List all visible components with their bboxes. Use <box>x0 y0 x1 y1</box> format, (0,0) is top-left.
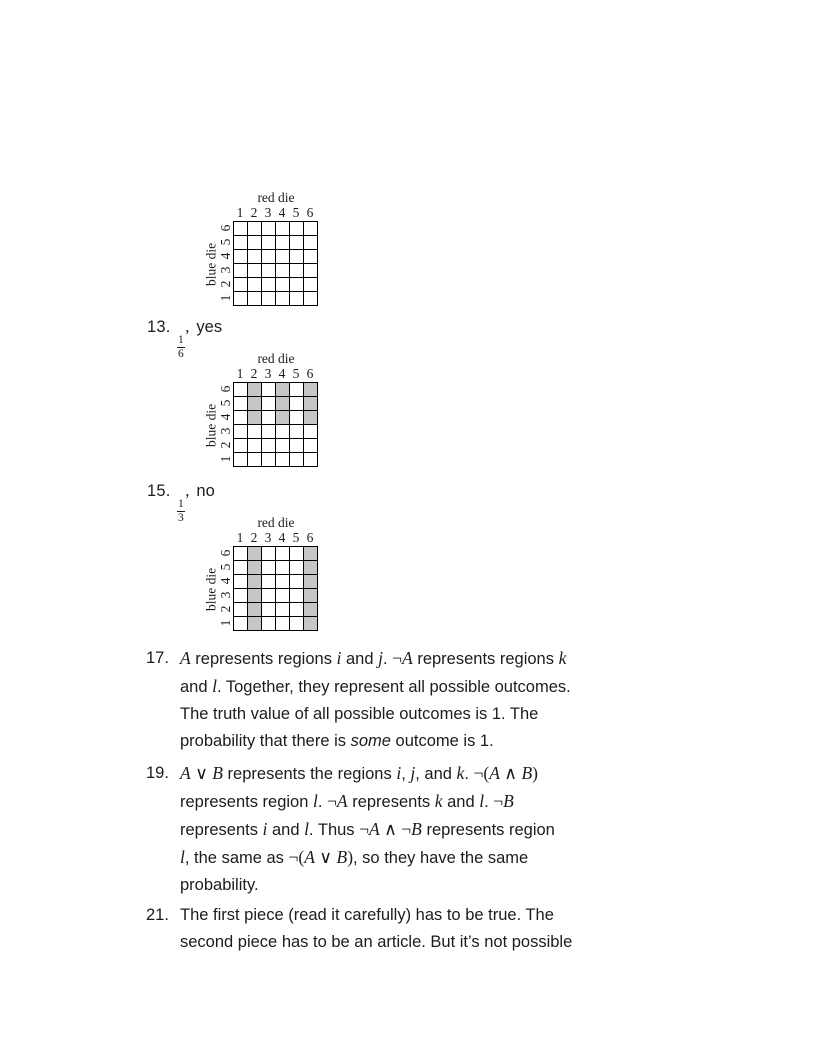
text-run: represents <box>180 821 263 839</box>
text-line <box>180 902 572 929</box>
grid-cell <box>304 222 317 235</box>
text-run: represents region <box>421 821 555 839</box>
grid-cell <box>234 617 247 630</box>
grid-cell-shaded <box>248 617 261 630</box>
row-label: 4 <box>218 577 233 585</box>
text-run: . <box>464 765 474 783</box>
grid-cell <box>290 439 303 452</box>
math-variable: B <box>336 847 348 867</box>
text-run: and <box>442 793 480 811</box>
grid-cell <box>234 425 247 438</box>
col-label: 3 <box>264 530 272 545</box>
grid-body <box>204 382 319 468</box>
grid-cell <box>262 236 275 249</box>
blue-die-row-labels <box>219 382 233 468</box>
row-label: 6 <box>218 385 233 393</box>
grid-side-label-blue-die: blue die <box>203 403 219 447</box>
col-label: 4 <box>278 366 286 381</box>
red-die-column-labels <box>233 530 319 546</box>
emphasis-text: some <box>350 732 391 750</box>
text-run: probability. <box>180 876 259 894</box>
math-operator: ¬( <box>473 763 490 783</box>
text-run: outcome is 1. <box>390 732 494 750</box>
grid-cell <box>276 222 289 235</box>
dice-grid-columns-2-6 <box>204 515 319 632</box>
row-label: 3 <box>218 591 233 599</box>
separator-comma: , <box>185 317 190 336</box>
grid-cell-shaded <box>304 383 317 396</box>
grid-cell <box>276 250 289 263</box>
grid-cell <box>248 250 261 263</box>
grid-cell <box>248 264 261 277</box>
dice-grid-even-high <box>204 351 319 468</box>
fraction-answer <box>177 334 186 361</box>
grid-cell <box>304 292 317 305</box>
grid-cell <box>234 397 247 410</box>
row-label: 4 <box>218 252 233 260</box>
text-line <box>180 645 571 673</box>
math-variable: A <box>489 763 500 783</box>
row-label: 3 <box>218 427 233 435</box>
grid-cell <box>276 236 289 249</box>
grid-cell-shaded <box>248 575 261 588</box>
grid-cell <box>262 439 275 452</box>
dice-grid-cells <box>233 546 318 631</box>
text-line <box>180 673 571 701</box>
grid-cell <box>262 561 275 574</box>
grid-cell <box>262 547 275 560</box>
col-label: 1 <box>236 530 244 545</box>
text-run: and <box>180 678 213 696</box>
text-run: , and <box>415 765 457 783</box>
grid-cell <box>276 575 289 588</box>
grid-cell <box>262 383 275 396</box>
math-operator: ) <box>532 763 538 783</box>
math-operator: ¬ <box>493 791 504 811</box>
grid-cell-shaded <box>304 547 317 560</box>
grid-cell-shaded <box>248 397 261 410</box>
col-label: 6 <box>306 530 314 545</box>
text-run: represents regions <box>190 650 337 668</box>
grid-cell <box>234 589 247 602</box>
math-variable: i <box>262 819 268 839</box>
item-number: 21. <box>146 906 169 924</box>
grid-cell-shaded <box>248 603 261 616</box>
item-number: 17. <box>146 649 169 667</box>
red-die-column-labels <box>233 366 319 382</box>
text-run: . Together, they represent all possible outcomes. <box>217 678 571 696</box>
text-line <box>180 929 572 956</box>
grid-cell <box>304 278 317 291</box>
answer-word: no <box>196 482 215 500</box>
grid-cell <box>262 250 275 263</box>
grid-cell <box>248 425 261 438</box>
dice-grid-cells <box>233 382 318 467</box>
grid-cell <box>234 575 247 588</box>
math-variable: l <box>304 819 309 839</box>
col-label: 6 <box>306 205 314 220</box>
grid-cell-shaded <box>248 383 261 396</box>
grid-cell <box>234 278 247 291</box>
grid-cell-shaded <box>304 589 317 602</box>
grid-cell <box>304 250 317 263</box>
text-line <box>180 728 571 755</box>
grid-side-label-blue-die: blue die <box>203 242 219 286</box>
math-operator: ¬ <box>359 819 370 839</box>
row-label: 4 <box>218 413 233 421</box>
math-operator: ∨ <box>190 763 213 783</box>
col-label: 5 <box>292 366 300 381</box>
text-run: probability that there is <box>180 732 351 750</box>
grid-cell <box>234 547 247 560</box>
text-run: second piece has to be an article. But it’s not possible <box>180 933 573 951</box>
math-operator: ¬ <box>401 819 412 839</box>
grid-body <box>204 221 319 307</box>
col-label: 4 <box>278 205 286 220</box>
solution-paragraph-19 <box>146 760 555 899</box>
grid-cell <box>290 250 303 263</box>
separator-comma: , <box>185 481 190 500</box>
dice-grid-empty <box>204 190 319 307</box>
grid-title-red-die: red die <box>257 351 295 366</box>
grid-cell-shaded <box>276 397 289 410</box>
math-variable: A <box>369 819 380 839</box>
grid-cell <box>290 425 303 438</box>
text-line <box>180 844 555 872</box>
text-line <box>180 816 555 844</box>
text-line <box>180 760 555 788</box>
math-variable: A <box>402 648 413 668</box>
grid-cell-shaded <box>304 617 317 630</box>
grid-cell <box>304 453 317 466</box>
grid-cell <box>262 425 275 438</box>
grid-cell-shaded <box>304 603 317 616</box>
grid-cell <box>262 617 275 630</box>
col-label: 3 <box>264 366 272 381</box>
grid-cell-shaded <box>276 411 289 424</box>
grid-side-label-blue-die: blue die <box>203 567 219 611</box>
fraction-numerator: 1 <box>178 498 184 510</box>
math-operator: ) <box>347 847 354 867</box>
grid-cell <box>304 264 317 277</box>
math-variable: B <box>503 791 514 811</box>
col-label: 4 <box>278 530 286 545</box>
math-variable: B <box>212 763 223 783</box>
grid-cell <box>290 411 303 424</box>
grid-cell <box>290 264 303 277</box>
item-number: 15. <box>147 482 171 500</box>
row-label: 5 <box>218 238 233 246</box>
grid-cell <box>234 250 247 263</box>
fraction-numerator: 1 <box>178 334 184 346</box>
grid-cell <box>290 236 303 249</box>
math-variable: l <box>479 791 485 811</box>
grid-cell <box>304 439 317 452</box>
math-variable: B <box>521 763 533 783</box>
grid-cell <box>234 439 247 452</box>
grid-cell <box>234 603 247 616</box>
grid-cell <box>276 547 289 560</box>
math-variable: A <box>180 648 191 668</box>
grid-cell <box>234 453 247 466</box>
blue-die-row-labels <box>219 546 233 632</box>
col-label: 5 <box>292 530 300 545</box>
grid-cell <box>262 575 275 588</box>
red-die-column-labels <box>233 205 319 221</box>
col-label: 1 <box>236 366 244 381</box>
text-run: represents region <box>180 793 313 811</box>
grid-cell <box>304 236 317 249</box>
grid-cell <box>248 236 261 249</box>
text-run: represents <box>347 793 435 811</box>
row-label: 5 <box>218 563 233 571</box>
math-variable: A <box>336 791 348 811</box>
blue-die-row-labels <box>219 221 233 307</box>
solution-paragraph-17 <box>146 645 571 755</box>
grid-cell <box>248 278 261 291</box>
math-variable: j <box>410 763 416 783</box>
text-run: The first piece (read it carefully) has to be true. The <box>180 906 554 924</box>
math-operator: ∧ <box>379 819 402 839</box>
dice-grid-cells <box>233 221 318 306</box>
text-run: and <box>267 821 305 839</box>
col-label: 3 <box>264 205 272 220</box>
math-variable: A <box>180 763 191 783</box>
col-label: 1 <box>236 205 244 220</box>
grid-cell-shaded <box>304 397 317 410</box>
math-operator: ¬ <box>392 648 403 668</box>
grid-body <box>204 546 319 632</box>
grid-cell <box>290 617 303 630</box>
grid-cell <box>262 589 275 602</box>
grid-cell <box>262 264 275 277</box>
math-variable: B <box>411 819 422 839</box>
row-label: 6 <box>218 549 233 557</box>
grid-cell <box>234 411 247 424</box>
grid-cell-shaded <box>248 411 261 424</box>
grid-cell-shaded <box>304 575 317 588</box>
grid-cell <box>234 292 247 305</box>
row-label: 2 <box>218 280 233 288</box>
math-variable: j <box>378 648 383 668</box>
math-operator: ∨ <box>314 847 337 867</box>
grid-cell <box>234 561 247 574</box>
grid-cell <box>262 397 275 410</box>
grid-cell <box>262 292 275 305</box>
math-variable: k <box>434 791 443 811</box>
math-operator: ∧ <box>499 763 522 783</box>
grid-cell <box>248 439 261 452</box>
grid-cell <box>276 589 289 602</box>
grid-cell <box>234 264 247 277</box>
row-label: 2 <box>218 605 233 613</box>
grid-cell <box>248 453 261 466</box>
math-variable: i <box>396 763 402 783</box>
row-label: 1 <box>218 619 233 627</box>
grid-cell-shaded <box>248 547 261 560</box>
grid-cell <box>290 397 303 410</box>
row-label: 5 <box>218 399 233 407</box>
fraction-denominator: 3 <box>178 511 184 524</box>
row-label: 3 <box>218 266 233 274</box>
grid-cell <box>276 425 289 438</box>
col-label: 2 <box>250 366 258 381</box>
text-run: and <box>341 650 379 668</box>
row-label: 1 <box>218 294 233 302</box>
grid-cell-shaded <box>304 561 317 574</box>
text-run: represents regions <box>412 650 559 668</box>
grid-cell <box>290 292 303 305</box>
row-label: 6 <box>218 224 233 232</box>
grid-cell <box>262 411 275 424</box>
fraction-answer <box>177 498 186 525</box>
grid-cell <box>276 264 289 277</box>
text-run: represents the regions <box>222 765 397 783</box>
grid-cell <box>290 278 303 291</box>
math-variable: k <box>456 763 465 783</box>
solution-paragraph-21 <box>146 902 572 956</box>
text-line <box>180 788 555 816</box>
grid-title-red-die: red die <box>257 190 295 205</box>
text-run: , <box>401 765 411 783</box>
grid-cell <box>276 617 289 630</box>
grid-cell <box>276 453 289 466</box>
grid-cell-shaded <box>248 589 261 602</box>
math-variable: l <box>212 676 217 696</box>
grid-cell <box>276 603 289 616</box>
math-variable: l <box>180 847 185 867</box>
text-run: , the same as <box>184 849 289 867</box>
grid-cell <box>290 589 303 602</box>
grid-cell <box>234 383 247 396</box>
grid-cell-shaded <box>276 383 289 396</box>
math-operator: ¬( <box>288 847 305 867</box>
col-label: 2 <box>250 530 258 545</box>
math-variable: k <box>558 648 567 668</box>
grid-cell <box>276 292 289 305</box>
grid-cell <box>248 222 261 235</box>
grid-cell <box>262 603 275 616</box>
grid-cell <box>276 561 289 574</box>
text-run: , so they have the same <box>353 849 529 867</box>
col-label: 5 <box>292 205 300 220</box>
math-operator: ¬ <box>327 791 337 811</box>
text-run: . <box>484 793 494 811</box>
row-label: 2 <box>218 441 233 449</box>
grid-cell-shaded <box>248 561 261 574</box>
text-line <box>180 701 571 728</box>
row-label: 1 <box>218 455 233 463</box>
grid-cell <box>234 222 247 235</box>
grid-cell <box>290 383 303 396</box>
fraction-denominator: 6 <box>178 347 184 360</box>
grid-cell <box>290 222 303 235</box>
col-label: 6 <box>306 366 314 381</box>
grid-cell <box>290 575 303 588</box>
col-label: 2 <box>250 205 258 220</box>
grid-cell <box>262 453 275 466</box>
grid-title-red-die: red die <box>257 515 295 530</box>
text-run: The truth value of all possible outcomes is 1. The <box>180 705 539 723</box>
grid-cell <box>262 222 275 235</box>
grid-cell <box>276 278 289 291</box>
text-run: . Thus <box>309 821 360 839</box>
grid-cell <box>262 278 275 291</box>
grid-cell <box>234 236 247 249</box>
item-number: 13. <box>147 318 171 336</box>
text-run: . <box>382 650 393 668</box>
math-variable: i <box>336 648 342 668</box>
grid-cell <box>290 453 303 466</box>
text-run: . <box>317 793 328 811</box>
grid-cell <box>248 292 261 305</box>
grid-cell <box>290 547 303 560</box>
answer-word: yes <box>196 318 223 336</box>
grid-cell <box>290 603 303 616</box>
math-variable: l <box>313 791 318 811</box>
math-variable: A <box>304 847 315 867</box>
grid-cell <box>304 425 317 438</box>
text-line <box>180 872 555 899</box>
item-number: 19. <box>146 764 169 782</box>
grid-cell <box>276 439 289 452</box>
grid-cell <box>290 561 303 574</box>
grid-cell-shaded <box>304 411 317 424</box>
